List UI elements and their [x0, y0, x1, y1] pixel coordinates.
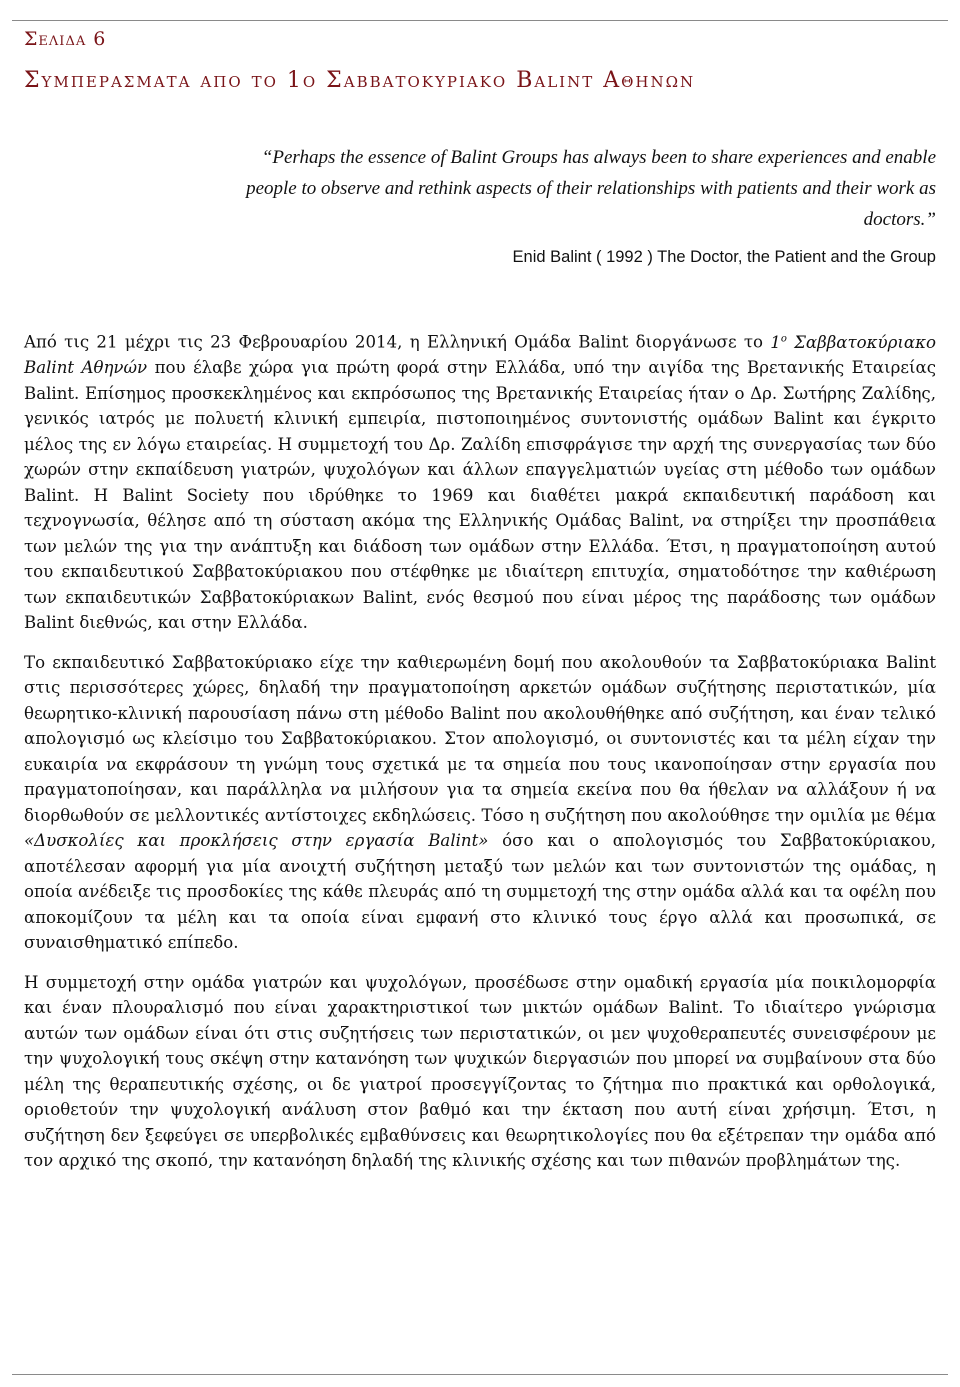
quote-attribution: Enid Balint ( 1992 ) The Doctor, the Patient and the Group	[512, 248, 936, 266]
p1-lead: Από τις 21 μέχρι τις 23 Φεβρουαρίου 2014, η Ελληνική Ομάδα Balint διοργάνωσε το	[24, 332, 771, 352]
epigraph-quote: “Perhaps the essence of Balint Groups has always been to share experiences and enable people to observe and rethink aspects of their relationships with patients and their work as doctors.”	[246, 147, 936, 230]
paragraph-3: Η συμμετοχή στην ομάδα γιατρών και ψυχολόγων, προσέδωσε στην ομαδική εργασία μία ποικιλομορφία και έναν πλουραλισμό που είναι χαρακτηριστικοί των μικτών ομάδων Balint. Το ιδιαίτερο γνώρισμα αυτών των ομάδων είναι ότι στις συζητήσεις των περιστατικών, οι μεν ψυχοθεραπευτές συνεισφέρουν με την ψυχολογική τους σκέψη στην κατανόηση των ψυχικών διεργασιών που μπορεί να συμβαίνουν στα δύο μέλη της θεραπευτικής σχέσης, οι δε γιατροί προσεγγίζοντας το ζήτημα πιο πρακτικά και ορθολογικά, οριοθετούν την ψυχολογική ανάλυση στον βαθμό και την έκταση που αυτή είναι χρήσιμη. Έτσι, η συζήτηση δεν ξεφεύγει σε υπερβολικές εμβαθύνσεις και θεωρητικολογίες που θα εξέτρεπαν την ομάδα από τον αρχικό της σκοπό, την κατανόηση δηλαδή της κλινικής σχέσης και των πιθανών προβλημάτων της.	[24, 972, 936, 1171]
top-rule	[12, 20, 948, 21]
article-body	[24, 326, 936, 1188]
paragraph-1	[24, 326, 936, 636]
article-title: Συμπερασματα απο το 1ο Σαββατοκυριακο Balint Αθηνων	[24, 68, 696, 93]
p2-lead: Το εκπαιδευτικό Σαββατοκύριακο είχε την καθιερωμένη δομή που ακολουθούν τα Σαββατοκύριακα Balint στις περισσότερες χώρες, δηλαδή την πραγματοποίηση αρκετών ομάδων συζήτησης περιστατικών, μία θεωρητικο-κλινική παρουσίαση πάνω στη μέθοδο Balint που ακολουθήθηκε από συζήτηση, και έναν τελικό απολογισμό ως κλείσιμο του Σαββατοκύριακου. Στον απολογισμό, οι συντονιστές και τα μέλη είχαν την ευκαιρία να εκφράσουν τη γνώμη τους σχετικά με τα σημεία που τους ικανοποίησαν στην εργασία που πραγματοποίησαν, και παράλληλα να μιλήσουν για τα σημεία εκείνα που θα ήθελαν να αλλάξουν ή να διορθωθούν σε μελλοντικές αντίστοιχες εκδηλώσεις. Τόσο η συζήτηση που ακολούθησε την ομιλία με θέμα	[24, 652, 936, 825]
p1-event-italic: Σαββατοκύριακο Balint Αθηνών	[24, 332, 936, 378]
p1-rest: που έλαβε χώρα για πρώτη φορά στην Ελλάδα, υπό την αιγίδα της Βρετανικής Εταιρείας Balint. Επίσημος προσκεκλημένος και εκπρόσωπος της Βρετανικής Εταιρείας ήταν ο Δρ. Σωτήρης Ζαλίδης, γενικός ιατρός με πολυετή κλινική εμπειρία, πιστοποιημένος συντονιστής ομάδων Balint και έγκριτο μέλος της εν λόγω εταιρείας. Η συμμετοχή του Δρ. Ζαλίδη επισφράγισε την αρχή της συνεργασίας των δύο χωρών στην εκπαίδευση γιατρών, ψυχολόγων και άλλων επαγγελματιών υγείας στη μέθοδο των ομάδων Balint. Η Balint Society που ιδρύθηκε το 1969 και διαθέτει μακρά εκπαιδευτική παράδοση και τεχνογνωσία, θέλησε από τη σύσταση ακόμα της Ελληνικής Ομάδας Balint, να στηρίξει την προσπάθεια των μελών της για την ανάπτυξη και διάδοση των ομάδων στην Ελλάδα. Έτσι, η πραγματοποίηση αυτού του εκπαιδευτικού Σαββατοκύριακου που στέφθηκε με ιδιαίτερη επιτυχία, σηματοδότησε την καθιέρωση των εκπαιδευτικών Σαββατοκύριακων Balint, ενός θεσμού που είναι μέρος της παράδοσης των ομάδων Balint διεθνώς, και στην Ελλάδα.	[24, 358, 937, 633]
p1-event-sup: ο	[780, 333, 787, 344]
p1-event-num: 1	[770, 332, 781, 352]
paragraph-2	[24, 650, 936, 956]
bottom-rule	[12, 1374, 948, 1375]
page-header: Σελιδα 6	[24, 28, 107, 50]
p2-talk-title: «Δυσκολίες και προκλήσεις στην εργασία Balint»	[24, 831, 489, 851]
p2-rest: όσο και ο απολογισμός του Σαββατοκύριακου, αποτέλεσαν αφορμή για μία ανοιχτή συζήτηση μεταξύ των μελών και των συντονιστών της ομάδας, η οποία ανέδειξε τις προσδοκίες της κάθε πλευράς από τη συμμετοχή της στην ομάδα αλλά και τα οφέλη που αποκομίζουν τα μέλη και τα οποία είναι εμφανή στο κλινικό τους έργο αλλά και προσωπικά, σε συναισθηματικό επίπεδο.	[24, 831, 937, 953]
